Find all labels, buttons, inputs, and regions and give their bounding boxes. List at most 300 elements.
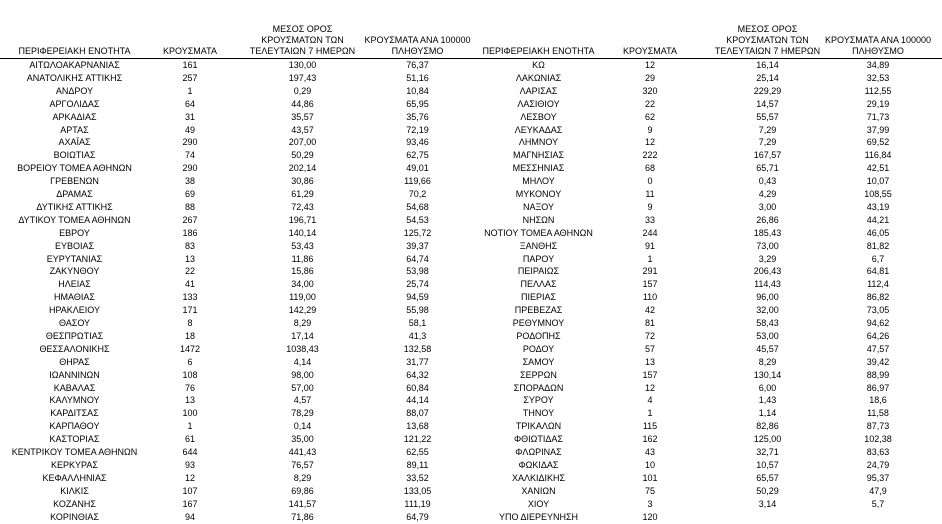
cell-cases-left: 6: [187, 356, 193, 367]
header-region-left: ΠΕΡΙΦΕΡΕΙΑΚΗ ΕΝΟΤΗΤΑ: [18, 46, 131, 56]
cell-region-left: ΑΧΑΪΑΣ: [58, 137, 91, 148]
cell-region-right: ΣΥΡΟΥ: [523, 395, 554, 406]
cell-avg7-right: 3,29: [758, 253, 777, 264]
cell-avg7-left: 0,29: [293, 85, 312, 96]
cell-cases-right: 157: [642, 369, 658, 380]
cell-avg7-right: 114,43: [754, 279, 781, 290]
cell-cases-right: 42: [644, 305, 655, 316]
cell-cases-left: 83: [184, 240, 195, 251]
cell-avg7-left: 44,86: [291, 98, 314, 109]
cell-region-right: ΣΑΜΟΥ: [522, 356, 555, 367]
cell-avg7-left: 1038,43: [286, 343, 319, 354]
cell-per100k-right: 64,26: [866, 330, 890, 341]
cell-per100k-right: 6,7: [871, 253, 885, 264]
cell-cases-right: 10: [644, 459, 655, 470]
cell-region-right: ΠΕΛΛΑΣ: [520, 279, 557, 290]
cell-per100k-left: 49,01: [406, 163, 429, 174]
cell-avg7-left: 35,57: [291, 111, 314, 122]
cell-avg7-left: 43,57: [291, 124, 314, 135]
cell-per100k-right: 81,82: [866, 240, 890, 251]
cell-cases-left: 88: [184, 201, 195, 212]
cell-region-right: ΜΗΛΟΥ: [522, 176, 555, 187]
cell-region-left: ΔΥΤΙΚΟΥ ΤΟΜΕΑ ΑΘΗΝΩΝ: [18, 214, 131, 225]
cell-region-right: ΧΑΝΙΩΝ: [521, 485, 556, 496]
cell-region-right: ΛΑΡΙΣΑΣ: [519, 85, 558, 96]
cell-cases-left: 13: [184, 395, 195, 406]
cell-cases-right: 320: [642, 85, 658, 96]
cell-avg7-left: 202,14: [288, 163, 317, 174]
cell-per100k-right: 86,97: [866, 382, 890, 393]
cell-per100k-left: 39,37: [406, 240, 429, 251]
cell-cases-left: 76: [184, 382, 195, 393]
cell-cases-right: 157: [642, 279, 658, 290]
cell-region-left: ΚΑΡΠΑΘΟΥ: [49, 421, 100, 432]
cell-cases-left: 290: [182, 137, 198, 148]
cell-region-right: ΠΡΕΒΕΖΑΣ: [514, 305, 563, 316]
header-avg7-line2: ΚΡΟΥΣΜΑΤΩΝ ΤΩΝ: [261, 35, 344, 45]
cell-per100k-right: 5,7: [871, 498, 885, 509]
cell-avg7-right: 1,14: [758, 408, 777, 419]
cell-region-left: ΑΝΔΡΟΥ: [55, 85, 94, 96]
cell-cases-left: 93: [184, 459, 195, 470]
cell-cases-right: 3: [647, 498, 653, 509]
header-per100k-line1: ΚΡΟΥΣΜΑΤΑ ΑΝΑ 100000: [364, 35, 471, 45]
cell-avg7-right: 53,00: [756, 330, 779, 341]
cell-region-right: ΠΙΕΡΙΑΣ: [520, 292, 557, 303]
cell-avg7-right: 25,14: [756, 72, 779, 83]
cell-per100k-right: 29,19: [866, 98, 890, 109]
cell-per100k-right: 18,6: [869, 395, 887, 406]
cell-per100k-right: 94,62: [866, 318, 890, 328]
cell-per100k-left: 121,22: [403, 434, 432, 445]
cell-cases-left: 1472: [179, 343, 201, 354]
cell-region-left: ΑΡΚΑΔΙΑΣ: [52, 111, 97, 122]
cell-per100k-right: 37,99: [866, 124, 890, 135]
cell-cases-left: 186: [182, 227, 198, 238]
cell-per100k-right: 64,81: [866, 266, 890, 277]
cell-avg7-right: 73,00: [756, 240, 779, 251]
cell-avg7-right: 58,43: [756, 318, 779, 328]
cell-cases-left: 94: [184, 511, 195, 522]
cell-cases-right: 12: [644, 60, 655, 70]
cell-avg7-right: 167,57: [753, 150, 782, 161]
cell-avg7-left: 57,00: [291, 382, 314, 393]
cell-avg7-left: 8,29: [293, 472, 312, 483]
cell-region-left: ΒΟΡΕΙΟΥ ΤΟΜΕΑ ΑΘΗΝΩΝ: [17, 163, 132, 174]
cell-per100k-left: 119,66: [404, 176, 431, 187]
cell-per100k-left: 64,79: [406, 511, 429, 522]
cell-avg7-right: 229,29: [753, 85, 782, 96]
cell-cases-right: 162: [642, 434, 658, 445]
cell-per100k-left: 13,68: [406, 421, 429, 432]
cell-per100k-left: 51,16: [406, 72, 429, 83]
cell-avg7-right: 65,71: [756, 163, 779, 174]
cell-cases-left: 161: [182, 60, 198, 70]
cell-avg7-left: 69,86: [291, 485, 314, 496]
cell-cases-left: 38: [184, 176, 195, 187]
cell-region-left: ΘΕΣΣΑΛΟΝΙΚΗΣ: [39, 343, 110, 354]
cell-cases-left: 31: [184, 111, 195, 122]
cell-avg7-left: 61,29: [291, 189, 314, 199]
cell-region-left: ΗΡΑΚΛΕΙΟΥ: [48, 305, 101, 316]
cell-cases-right: 13: [644, 356, 655, 367]
cell-per100k-left: 65,95: [406, 98, 429, 109]
cell-region-right: ΠΑΡΟΥ: [522, 253, 555, 264]
cell-cases-left: 61: [184, 434, 195, 445]
cell-cases-right: 57: [644, 343, 655, 354]
cell-per100k-right: 24,79: [866, 459, 890, 470]
header-cases-right: ΚΡΟΥΣΜΑΤΑ: [623, 46, 677, 56]
cell-cases-right: 29: [644, 72, 655, 83]
cell-per100k-left: 64,32: [406, 369, 429, 380]
cell-cases-right: 75: [644, 485, 655, 496]
cell-region-right: ΝΗΣΩΝ: [522, 214, 555, 225]
cell-cases-right: 9: [647, 201, 653, 212]
cell-region-left: ΚΑΒΑΛΑΣ: [53, 382, 96, 393]
cell-avg7-left: 4,14: [293, 356, 312, 367]
cell-region-left: ΑΝΑΤΟΛΙΚΗΣ ΑΤΤΙΚΗΣ: [26, 72, 123, 83]
cell-cases-right: 91: [644, 240, 655, 251]
cell-avg7-left: 4,57: [293, 395, 312, 406]
cell-cases-left: 69: [184, 189, 195, 199]
cell-region-right: ΜΑΓΝΗΣΙΑΣ: [512, 150, 565, 161]
cell-avg7-left: 76,57: [291, 459, 314, 470]
cell-region-left: ΗΛΕΙΑΣ: [58, 279, 91, 290]
cell-cases-right: 291: [642, 266, 658, 277]
cell-avg7-left: 78,29: [291, 408, 314, 419]
cell-region-left: ΘΕΣΠΡΩΤΙΑΣ: [45, 330, 104, 341]
cell-region-left: ΒΟΙΩΤΙΑΣ: [53, 150, 96, 161]
cell-region-right: ΤΡΙΚΑΛΩΝ: [515, 421, 562, 432]
cell-per100k-right: 108,55: [864, 189, 892, 199]
cell-region-right: ΠΕΙΡΑΙΩΣ: [517, 266, 560, 277]
cell-per100k-right: 39,42: [866, 356, 890, 367]
cell-region-right: ΛΗΜΝΟΥ: [518, 137, 559, 148]
cell-avg7-right: 65,57: [756, 472, 779, 483]
cell-cases-left: 257: [182, 72, 198, 83]
cell-cases-right: 110: [642, 292, 658, 303]
cell-per100k-left: 10,84: [406, 85, 429, 96]
cell-region-right: ΜΕΣΣΗΝΙΑΣ: [512, 163, 565, 174]
cell-per100k-left: 111,19: [404, 498, 431, 509]
cell-region-right: ΧΙΟΥ: [527, 498, 550, 509]
cell-avg7-right: 7,29: [758, 124, 777, 135]
cell-per100k-left: 41,3: [408, 330, 427, 341]
cell-avg7-left: 11,86: [291, 253, 314, 264]
cell-avg7-right: 32,71: [756, 447, 779, 457]
cell-cases-left: 107: [182, 485, 198, 496]
cell-cases-right: 81: [644, 318, 655, 328]
header-avg7-line1: ΜΕΣΟΣ ΟΡΟΣ: [737, 24, 798, 34]
cell-cases-left: 41: [184, 279, 195, 290]
cell-region-left: ΚΑΡΔΙΤΣΑΣ: [50, 408, 99, 419]
cell-per100k-right: 47,57: [866, 343, 890, 354]
cell-cases-left: 1: [187, 421, 193, 432]
cell-region-left: ΚΟΡΙΝΘΙΑΣ: [50, 511, 99, 522]
cell-avg7-right: 7,29: [758, 137, 777, 148]
cell-cases-left: 12: [184, 472, 195, 483]
cell-region-right: ΛΕΣΒΟΥ: [520, 111, 557, 122]
cell-region-right: ΡΟΔΟΠΗΣ: [516, 330, 561, 341]
cell-per100k-right: 10,07: [866, 176, 890, 187]
cell-cases-right: 4: [647, 395, 653, 406]
cell-per100k-left: 76,37: [406, 60, 429, 70]
cell-region-right: ΞΑΝΘΗΣ: [519, 240, 558, 251]
cell-per100k-left: 93,46: [406, 137, 429, 148]
cell-region-right: ΡΟΔΟΥ: [522, 343, 555, 354]
cell-region-left: ΕΒΡΟΥ: [59, 227, 90, 238]
cell-avg7-left: 141,57: [288, 498, 317, 509]
cell-per100k-right: 43,19: [866, 201, 890, 212]
header-per100k-line2: ΠΛΗΘΥΣΜΟ: [852, 46, 904, 56]
cell-per100k-left: 44,14: [406, 395, 429, 406]
header-avg7-line3: ΤΕΛΕΥΤΑΙΩΝ 7 ΗΜΕΡΩΝ: [714, 46, 821, 56]
cell-avg7-right: 130,14: [753, 369, 782, 380]
cell-cases-right: 22: [644, 98, 655, 109]
header-region-right: ΠΕΡΙΦΕΡΕΙΑΚΗ ΕΝΟΤΗΤΑ: [482, 46, 595, 56]
cell-per100k-left: 54,53: [406, 214, 429, 225]
cell-avg7-right: 1,43: [758, 395, 777, 406]
cell-avg7-right: 82,86: [756, 421, 779, 432]
cell-per100k-right: 102,38: [864, 434, 892, 445]
cell-cases-right: 72: [644, 330, 655, 341]
cell-cases-left: 64: [184, 98, 195, 109]
cell-avg7-right: 125,00: [753, 434, 782, 445]
cell-per100k-left: 88,07: [406, 408, 429, 419]
cell-avg7-left: 71,86: [291, 511, 314, 522]
cell-region-right: ΛΕΥΚΑΔΑΣ: [514, 124, 563, 135]
header-avg7-line1: ΜΕΣΟΣ ΟΡΟΣ: [272, 24, 333, 34]
cell-per100k-left: 89,11: [406, 459, 429, 470]
cell-avg7-left: 72,43: [291, 201, 314, 212]
cell-cases-right: 11: [645, 189, 655, 199]
cell-avg7-right: 32,00: [756, 305, 779, 316]
cell-region-left: ΚΕΦΑΛΛΗΝΙΑΣ: [42, 472, 107, 483]
cell-avg7-right: 4,29: [758, 189, 777, 199]
cell-region-right: ΛΑΚΩΝΙΑΣ: [515, 72, 562, 83]
cell-region-right: ΡΕΘΥΜΝΟΥ: [512, 318, 565, 328]
cell-region-left: ΔΥΤΙΚΗΣ ΑΤΤΙΚΗΣ: [36, 201, 113, 212]
header-avg7-line2: ΚΡΟΥΣΜΑΤΩΝ ΤΩΝ: [726, 35, 809, 45]
cell-avg7-left: 441,43: [288, 447, 317, 457]
cell-per100k-left: 54,68: [406, 201, 429, 212]
cell-region-left: ΖΑΚΥΝΘΟΥ: [49, 266, 100, 277]
cell-region-right: ΛΑΣΙΘΙΟΥ: [517, 98, 560, 109]
cell-avg7-right: 6,00: [758, 382, 777, 393]
cell-avg7-left: 30,86: [291, 176, 314, 187]
cell-region-right: ΜΥΚΟΝΟΥ: [515, 189, 562, 199]
cell-per100k-right: 87,73: [866, 421, 890, 432]
cell-avg7-left: 0,14: [293, 421, 312, 432]
cell-per100k-left: 94,59: [406, 292, 429, 303]
cell-per100k-left: 64,74: [406, 253, 429, 264]
cell-cases-right: 9: [647, 124, 653, 135]
cell-per100k-right: 88,99: [866, 369, 890, 380]
cell-cases-right: 33: [644, 214, 655, 225]
cell-cases-left: 74: [184, 150, 195, 161]
cell-per100k-left: 133,05: [403, 485, 432, 496]
header-avg7-line3: ΤΕΛΕΥΤΑΙΩΝ 7 ΗΜΕΡΩΝ: [249, 46, 356, 56]
cell-region-right: ΚΩ: [532, 60, 545, 70]
cell-region-left: ΚΑΣΤΟΡΙΑΣ: [49, 434, 100, 445]
cell-cases-right: 101: [642, 472, 658, 483]
header-per100k-right: [818, 35, 938, 57]
header-per100k-left: [360, 35, 475, 57]
cell-region-left: ΓΡΕΒΕΝΩΝ: [50, 176, 99, 187]
cell-per100k-right: 47,9: [869, 485, 887, 496]
cell-per100k-left: 60,84: [406, 382, 429, 393]
cell-avg7-right: 96,00: [756, 292, 779, 303]
cell-region-left: ΑΡΤΑΣ: [60, 124, 89, 135]
cell-avg7-left: 17,14: [291, 330, 314, 341]
cell-cases-right: 0: [647, 176, 653, 187]
cell-region-right: ΦΩΚΙΔΑΣ: [518, 459, 559, 470]
cell-per100k-left: 72,19: [406, 124, 429, 135]
cell-per100k-left: 132,58: [403, 343, 432, 354]
cell-region-left: ΘΑΣΟΥ: [58, 318, 91, 328]
header-avg7-left: [240, 24, 365, 57]
cell-cases-right: 120: [642, 511, 658, 522]
cell-avg7-right: 16,14: [756, 60, 779, 70]
cell-avg7-right: 26,86: [756, 214, 779, 225]
cell-region-left: ΑΙΤΩΛΟΑΚΑΡΝΑΝΙΑΣ: [29, 60, 120, 70]
cell-region-right: ΦΘΙΩΤΙΔΑΣ: [514, 434, 563, 445]
cell-per100k-right: 83,63: [866, 447, 890, 457]
cell-cases-right: 62: [644, 111, 655, 122]
cell-region-left: ΗΜΑΘΙΑΣ: [54, 292, 95, 303]
cell-per100k-left: 25,74: [406, 279, 429, 290]
cell-per100k-left: 125,72: [403, 227, 432, 238]
header-avg7-right: [705, 24, 830, 57]
cell-per100k-right: 46,05: [866, 227, 890, 238]
cell-cases-left: 171: [182, 305, 198, 316]
cell-region-right: ΧΑΛΚΙΔΙΚΗΣ: [511, 472, 566, 483]
cell-region-right: ΝΑΞΟΥ: [522, 201, 555, 212]
cell-region-left: ΕΥΡΥΤΑΝΙΑΣ: [46, 253, 103, 264]
cell-cases-left: 18: [184, 330, 195, 341]
cell-per100k-right: 34,89: [866, 60, 890, 70]
cell-per100k-right: 73,05: [866, 305, 890, 316]
cell-avg7-right: 45,57: [756, 343, 779, 354]
cell-per100k-right: 42,51: [866, 163, 890, 174]
cell-avg7-right: 14,57: [756, 98, 779, 109]
header-cases-left: ΚΡΟΥΣΜΑΤΑ: [163, 46, 217, 56]
cell-avg7-left: 130,00: [288, 60, 317, 70]
cell-avg7-left: 15,86: [291, 266, 314, 277]
cell-per100k-left: 55,98: [406, 305, 429, 316]
cell-per100k-right: 86,82: [866, 292, 890, 303]
cell-per100k-right: 44,21: [866, 214, 890, 225]
cell-region-right: ΣΕΡΡΩΝ: [520, 369, 557, 380]
cell-avg7-left: 196,71: [288, 214, 317, 225]
cell-per100k-right: 116,84: [864, 150, 892, 161]
cell-avg7-left: 53,43: [291, 240, 314, 251]
cell-cases-right: 115: [642, 421, 658, 432]
cell-avg7-left: 98,00: [291, 369, 314, 380]
cell-avg7-left: 207,00: [288, 137, 317, 148]
cell-per100k-left: 33,52: [406, 472, 429, 483]
cell-cases-left: 133: [182, 292, 198, 303]
cell-cases-left: 49: [184, 124, 195, 135]
header-per100k-line2: ΠΛΗΘΥΣΜΟ: [391, 46, 444, 56]
cell-per100k-right: 112,4: [867, 279, 889, 290]
cell-per100k-right: 11,58: [867, 408, 889, 419]
cell-per100k-right: 95,37: [866, 472, 890, 483]
cell-per100k-left: 35,76: [406, 111, 429, 122]
cell-cases-right: 244: [642, 227, 658, 238]
header-per100k-line1: ΚΡΟΥΣΜΑΤΑ ΑΝΑ 100000: [825, 35, 931, 45]
cell-cases-left: 8: [187, 318, 193, 328]
cell-cases-left: 108: [182, 369, 198, 380]
cell-per100k-left: 53,98: [406, 266, 429, 277]
cell-region-left: ΔΡΑΜΑΣ: [56, 189, 93, 199]
cell-cases-left: 100: [182, 408, 198, 419]
cell-region-right: ΦΛΩΡΙΝΑΣ: [515, 447, 562, 457]
cell-avg7-left: 34,00: [291, 279, 314, 290]
cell-cases-left: 13: [184, 253, 195, 264]
cell-region-right: ΤΗΝΟΥ: [522, 408, 555, 419]
cell-cases-right: 1: [647, 253, 653, 264]
cell-region-left: ΚΟΖΑΝΗΣ: [53, 498, 96, 509]
cell-region-left: ΚΙΛΚΙΣ: [60, 485, 89, 496]
cell-region-right: ΣΠΟΡΑΔΩΝ: [513, 382, 564, 393]
cell-cases-left: 167: [182, 498, 198, 509]
cell-avg7-left: 119,00: [289, 292, 316, 303]
cell-cases-right: 1: [647, 408, 653, 419]
cell-avg7-right: 185,43: [753, 227, 782, 238]
cell-cases-right: 68: [644, 163, 655, 174]
cell-avg7-left: 35,00: [291, 434, 314, 445]
cell-cases-left: 22: [184, 266, 195, 277]
cell-region-left: ΚΕΡΚΥΡΑΣ: [51, 459, 98, 470]
cell-avg7-left: 197,43: [288, 72, 317, 83]
cell-avg7-left: 8,29: [293, 318, 312, 328]
cell-per100k-left: 58,1: [408, 318, 427, 328]
cell-region-left: ΚΑΛΥΜΝΟΥ: [49, 395, 100, 406]
cell-per100k-right: 32,53: [866, 72, 890, 83]
cell-cases-left: 290: [182, 163, 198, 174]
cell-cases-left: 644: [182, 447, 198, 457]
cell-cases-right: 12: [644, 382, 655, 393]
cell-cases-right: 12: [644, 137, 655, 148]
cell-avg7-right: 3,00: [758, 201, 777, 212]
cell-avg7-right: 55,57: [756, 111, 779, 122]
cell-per100k-left: 62,75: [406, 150, 429, 161]
cell-per100k-left: 70,2: [408, 189, 427, 199]
cell-region-left: ΑΡΓΟΛΙΔΑΣ: [49, 98, 100, 109]
cell-per100k-left: 31,77: [406, 356, 429, 367]
cell-avg7-right: 50,29: [756, 485, 779, 496]
cell-avg7-right: 0,43: [758, 176, 777, 187]
cell-cases-right: 222: [642, 150, 658, 161]
cell-region-left: ΙΩΑΝΝΙΝΩΝ: [49, 369, 100, 380]
cell-per100k-right: 69,52: [866, 137, 890, 148]
cell-region-left: ΚΕΝΤΡΙΚΟΥ ΤΟΜΕΑ ΑΘΗΝΩΝ: [11, 447, 138, 457]
cell-region-left: ΕΥΒΟΙΑΣ: [54, 240, 95, 251]
cell-per100k-left: 62,55: [406, 447, 429, 457]
cell-avg7-right: 3,14: [758, 498, 777, 509]
cell-avg7-right: 8,29: [758, 356, 777, 367]
cell-region-left: ΘΗΡΑΣ: [59, 356, 90, 367]
cell-avg7-left: 140,14: [288, 227, 317, 238]
cell-per100k-right: 112,55: [864, 85, 892, 96]
cell-cases-left: 267: [182, 214, 198, 225]
cell-avg7-right: 10,57: [756, 459, 779, 470]
cell-region-right: ΥΠΟ ΔΙΕΡΕΥΝΗΣΗ: [498, 511, 579, 522]
cell-region-right: ΝΟΤΙΟΥ ΤΟΜΕΑ ΑΘΗΝΩΝ: [484, 227, 593, 238]
cell-avg7-right: 206,43: [753, 266, 782, 277]
cell-avg7-left: 50,29: [291, 150, 314, 161]
